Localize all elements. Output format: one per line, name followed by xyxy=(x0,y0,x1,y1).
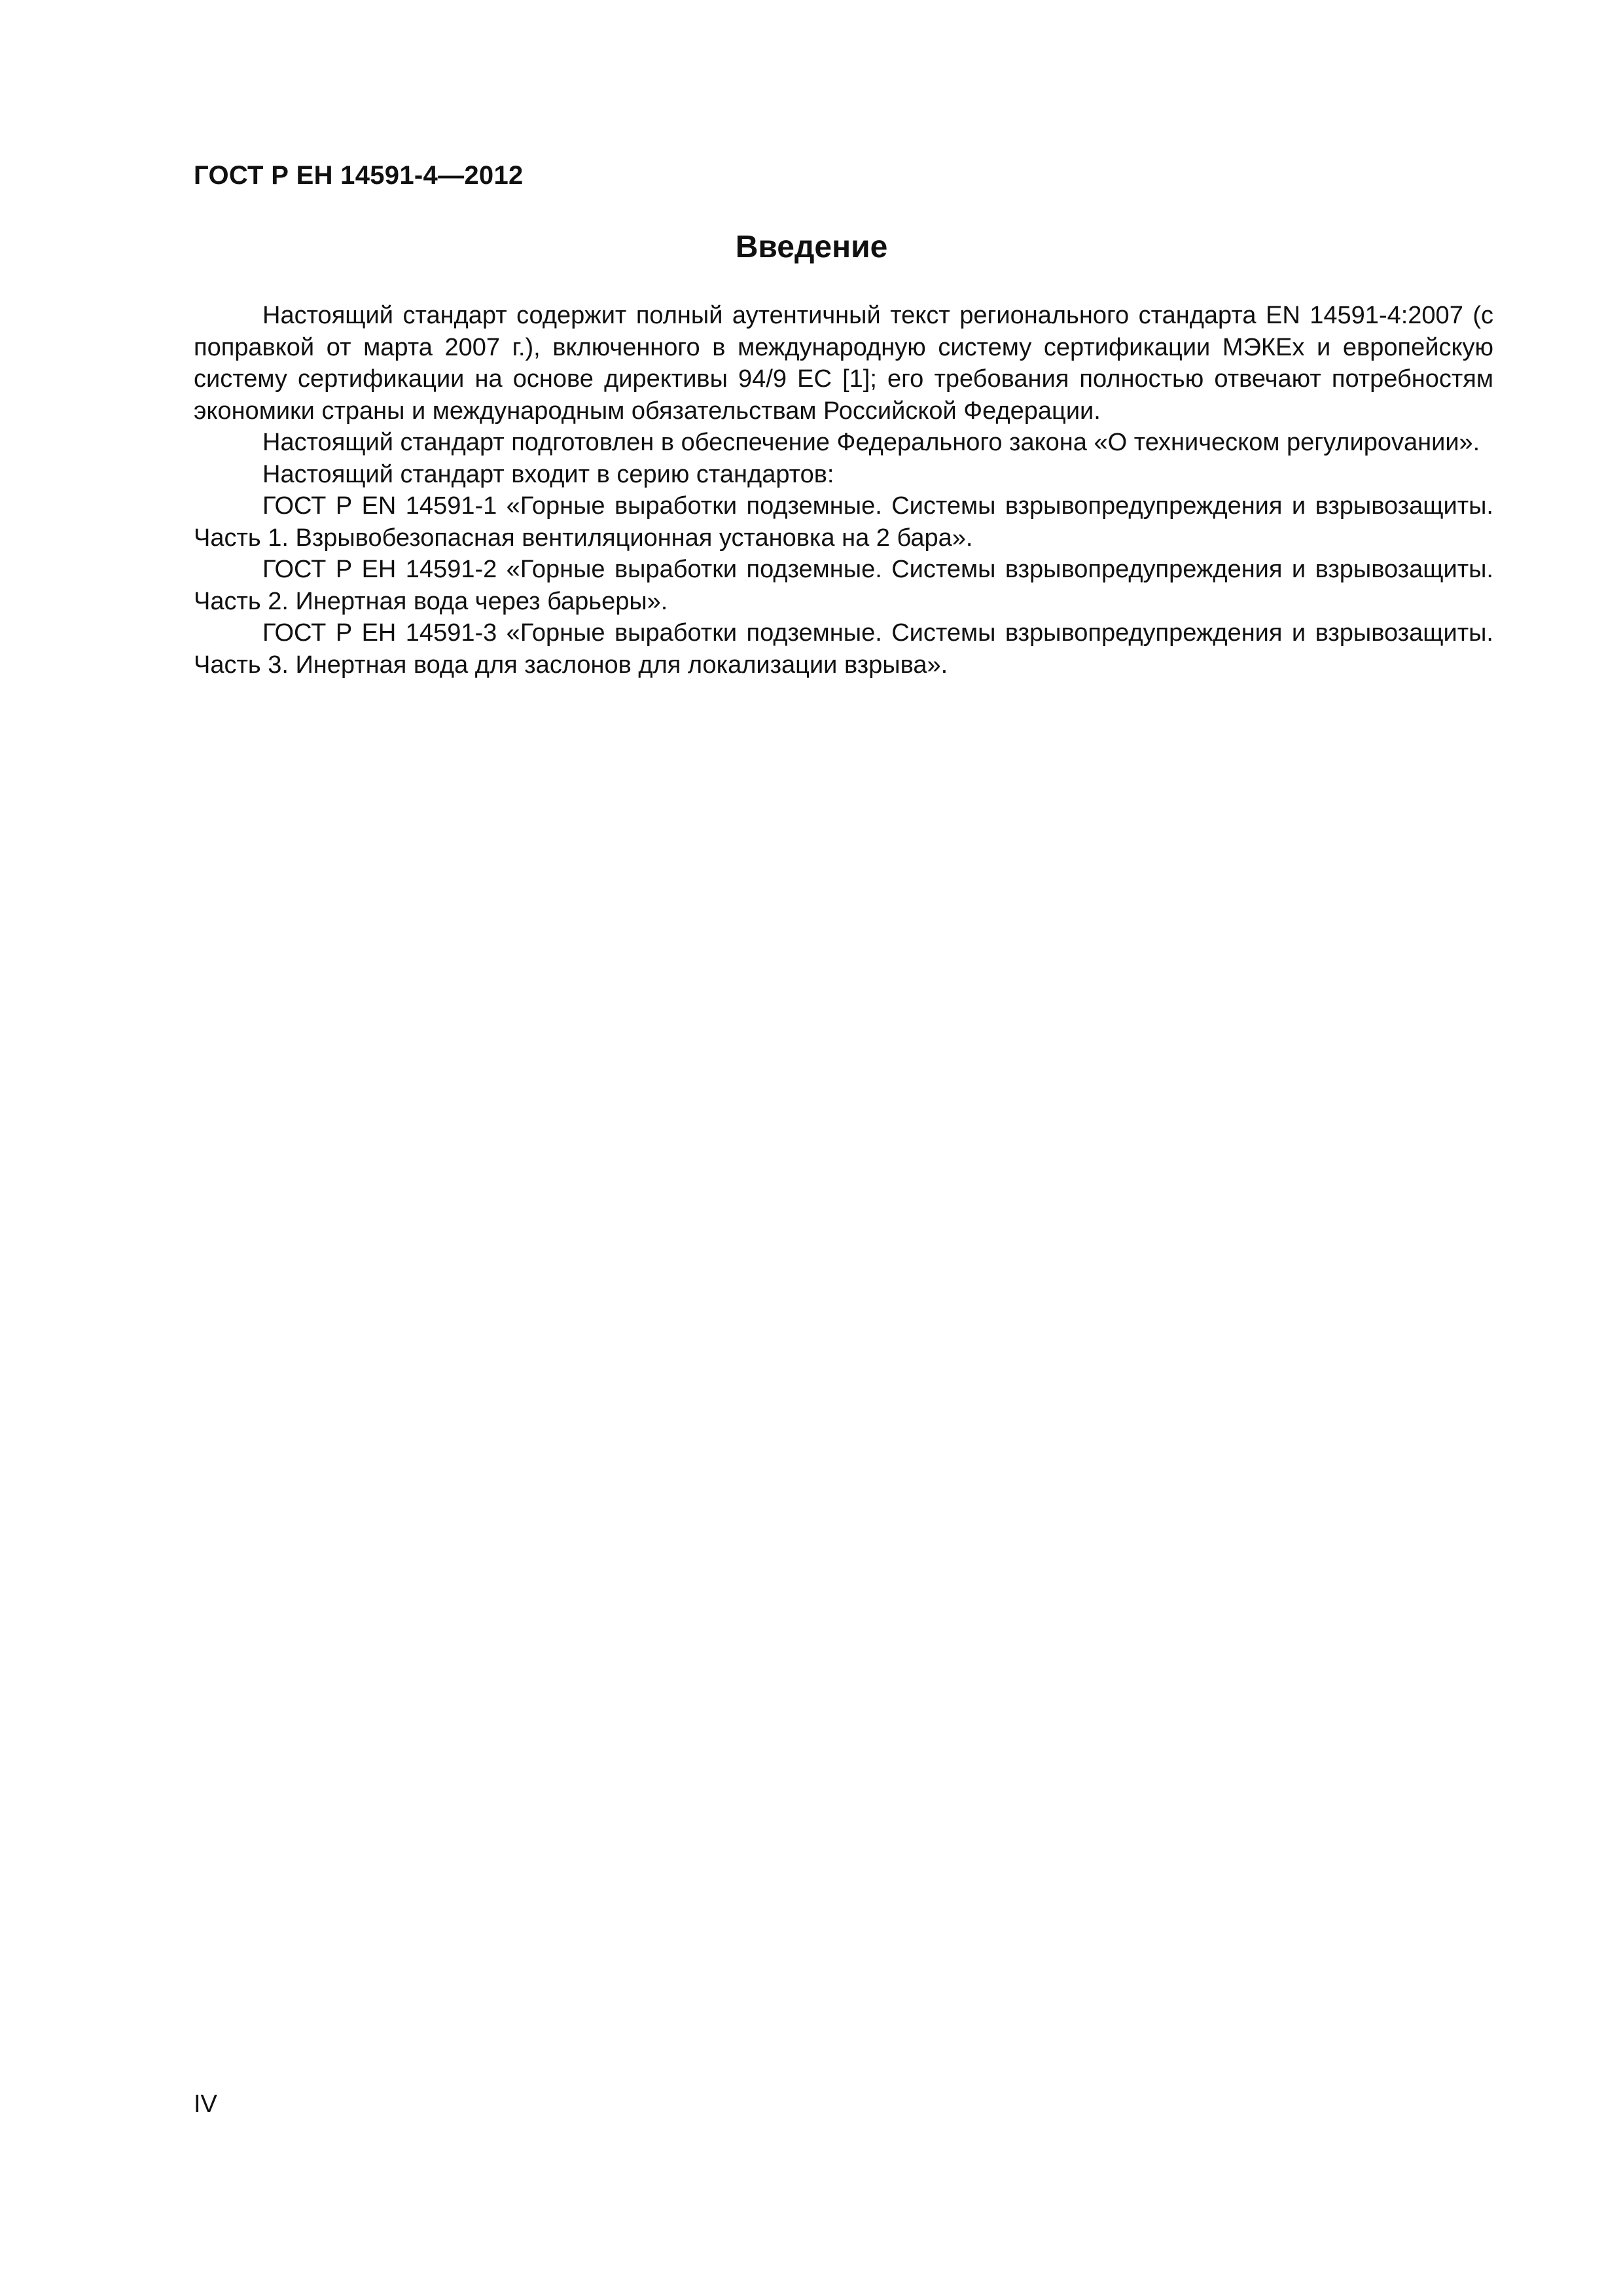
paragraph-series-part-1: ГОСТ Р EN 14591-1 «Горные выработки подземные. Системы взрывопредупреждения и взрывозащиты. Часть 1. Взрывобезопасная вентиляционная установка на 2 бара». xyxy=(194,492,1493,552)
paragraph-series-intro: Настоящий стандарт входит в серию стандартов: xyxy=(262,460,834,488)
page-number: IV xyxy=(194,2090,217,2118)
standard-designation: ГОСТ Р ЕН 14591-4—2012 xyxy=(194,161,524,190)
paragraph-series-part-3: ГОСТ Р ЕН 14591-3 «Горные выработки подземные. Системы взрывопредупреждения и взрывозащиты. Часть 3. Инертная вода для заслонов для локализации взрыва». xyxy=(194,619,1493,679)
paragraph-federal-law: Настоящий стандарт подготовлен в обеспечение Федерального закона «О техническом регулироvании». xyxy=(262,429,1480,456)
introduction-body xyxy=(194,300,1493,681)
paragraph-scope: Настоящий стандарт содержит полный аутентичный текст регионального стандарта EN 14591-4:2007 (с поправкой от марта 2007 г.), включенного в международную систему сертификации МЭКЕх и европейскую систему сертификации на основе директивы 94/9 ЕС [1]; его требования полностью отвечают потребностям экономики страны и международным обязательствам Российской Федерации. xyxy=(194,302,1493,425)
section-title: Введение xyxy=(735,230,888,264)
paragraph-series-part-2: ГОСТ Р ЕН 14591-2 «Горные выработки подземные. Системы взрывопредупреждения и взрывозащиты. Часть 2. Инертная вода через барьеры». xyxy=(194,556,1493,615)
